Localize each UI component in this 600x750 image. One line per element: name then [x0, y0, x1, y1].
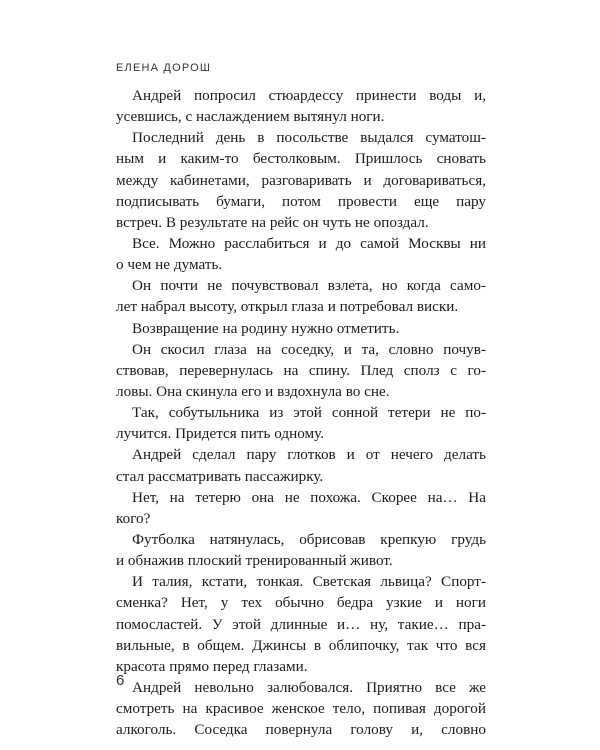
text-line: смотреть на красивое женское тело, попивая дорогой [116, 700, 486, 718]
text-line: Футболка натянулась, обрисовав крепкую грудь [132, 530, 486, 548]
paragraph [116, 85, 486, 127]
paragraph [116, 318, 486, 339]
paragraph [116, 444, 486, 486]
text-line: И талия, кстати, тонкая. Светская львица? Спорт- [132, 573, 486, 591]
page-number: 6 [116, 672, 125, 689]
text-line: Он почти не почувствовал взлета, но когда само- [132, 277, 486, 295]
text-line: Андрей невольно залюбовался. Приятно все же [132, 678, 486, 696]
text-line: Он скосил глаза на соседку, и та, словно почув- [132, 340, 486, 358]
text-line: Андрей сделал пару глотков и от нечего делать [132, 446, 486, 464]
paragraph [116, 275, 486, 317]
text-line: вильные, в общем. Джинсы в облипочку, так что вся [116, 636, 486, 654]
text-line: Все. Можно расслабиться и до самой Москвы ни [132, 234, 486, 252]
text-line: алкоголь. Соседка повернула голову и, словно [116, 721, 486, 739]
text-line: подписывать бумаги, потом провести еще пару [116, 192, 486, 210]
text-line: лучится. Придется пить одному. [116, 425, 324, 443]
paragraph [116, 487, 486, 529]
paragraph [116, 677, 486, 740]
paragraph [116, 529, 486, 571]
paragraph [116, 402, 486, 444]
text-line: красота прямо перед глазами. [116, 657, 308, 675]
text-line: Возвращение на родину нужно отметить. [132, 319, 400, 337]
text-line: ным и каким-то бестолковым. Пришлось сновать [116, 150, 486, 168]
text-line: между кабинетами, разговаривать и договариваться, [116, 171, 486, 189]
text-line: ловы. Она скинула его и вздохнула во сне. [116, 382, 390, 400]
text-line: лет набрал высоту, открыл глаза и потребовал виски. [116, 298, 459, 316]
text-line: стал рассматривать пассажирку. [116, 467, 324, 485]
text-line: Андрей попросил стюардессу принести воды и, [132, 87, 486, 104]
paragraph [116, 571, 486, 677]
text-line: кого? [116, 509, 151, 527]
text-line: усевшись, с наслаждением вытянул ноги. [116, 108, 385, 126]
text-line: помосластей. У этой длинные и… ну, такие… пра- [116, 615, 486, 633]
text-line: и обнажив плоский тренированный живот. [116, 552, 393, 570]
paragraph [116, 339, 486, 402]
paragraph [116, 233, 486, 275]
text-line: встреч. В результате на рейс он чуть не опоздал. [116, 213, 429, 231]
text-line: Нет, на тетерю она не похожа. Скорее на… На [132, 488, 486, 506]
text-line: ствовав, перевернулась на спину. Плед сполз с го- [116, 361, 486, 379]
text-line: о чем не думать. [116, 256, 223, 274]
running-head: ЕЛЕНА ДОРОШ [116, 62, 212, 74]
text-line: Так, собутыльника из этой сонной тетери не по- [132, 404, 486, 422]
body-text [116, 85, 486, 740]
text-line: Последний день в посольстве выдался суматош- [132, 129, 486, 147]
paragraph [116, 127, 486, 233]
text-line: сменка? Нет, у тех обычно бедра узкие и ноги [116, 594, 486, 612]
